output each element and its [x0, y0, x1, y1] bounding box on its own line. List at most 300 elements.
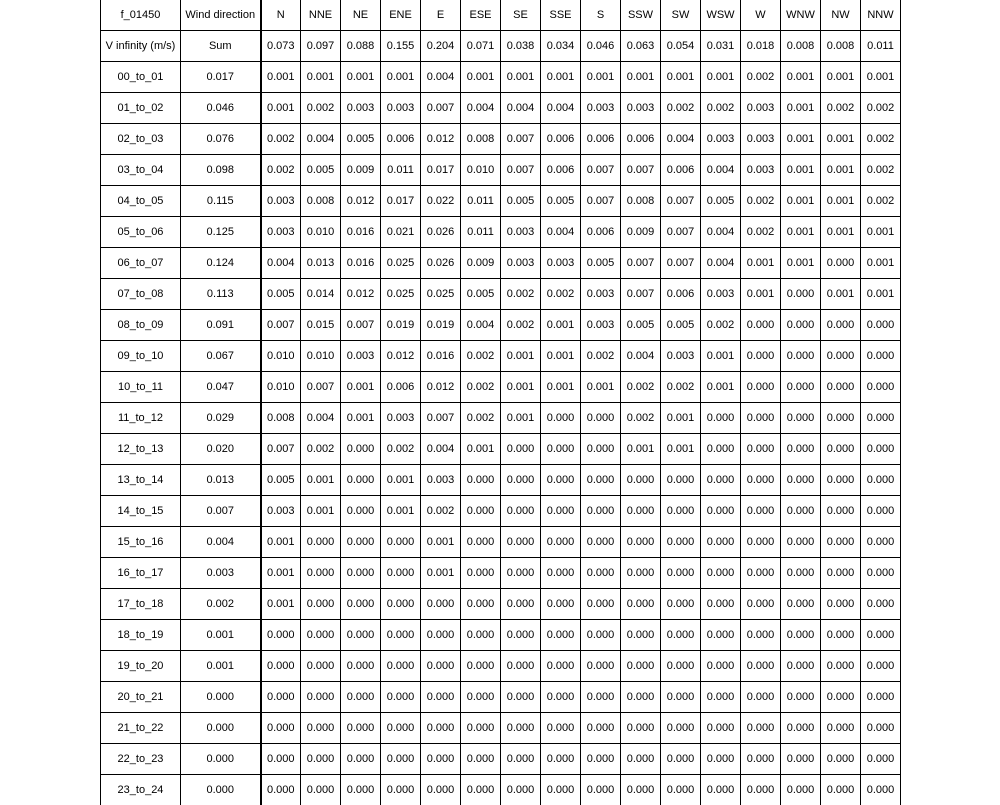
frequency-cell: 0.000	[701, 775, 741, 805]
direction-total-cell: 0.054	[661, 31, 701, 62]
direction-total-cell: 0.008	[781, 31, 821, 62]
frequency-cell: 0.001	[781, 248, 821, 279]
direction-total-cell: 0.204	[421, 31, 461, 62]
frequency-cell: 0.000	[301, 713, 341, 744]
frequency-cell: 0.001	[261, 527, 301, 558]
frequency-cell: 0.005	[261, 465, 301, 496]
frequency-cell: 0.007	[661, 217, 701, 248]
frequency-cell: 0.000	[301, 775, 341, 805]
frequency-cell: 0.001	[581, 62, 621, 93]
frequency-cell: 0.000	[461, 496, 501, 527]
row-sum-cell: 0.115	[181, 186, 261, 217]
frequency-cell: 0.000	[781, 496, 821, 527]
frequency-cell: 0.000	[501, 682, 541, 713]
frequency-cell: 0.000	[781, 372, 821, 403]
table-row	[101, 651, 901, 682]
frequency-cell: 0.000	[661, 589, 701, 620]
frequency-cell: 0.001	[501, 403, 541, 434]
frequency-cell: 0.000	[661, 496, 701, 527]
speed-bin-label: 15_to_16	[101, 527, 181, 558]
frequency-cell: 0.000	[541, 465, 581, 496]
frequency-cell: 0.000	[821, 775, 861, 805]
frequency-cell: 0.000	[741, 651, 781, 682]
frequency-cell: 0.000	[341, 744, 381, 775]
frequency-cell: 0.000	[621, 496, 661, 527]
row-sum-cell: 0.004	[181, 527, 261, 558]
frequency-cell: 0.000	[301, 620, 341, 651]
frequency-cell: 0.003	[741, 93, 781, 124]
frequency-cell: 0.001	[461, 434, 501, 465]
frequency-cell: 0.004	[301, 124, 341, 155]
frequency-cell: 0.002	[621, 372, 661, 403]
frequency-cell: 0.000	[581, 589, 621, 620]
frequency-cell: 0.006	[661, 279, 701, 310]
frequency-cell: 0.012	[421, 124, 461, 155]
direction-header-s: S	[581, 0, 621, 31]
frequency-cell: 0.007	[581, 186, 621, 217]
frequency-cell: 0.000	[821, 403, 861, 434]
frequency-cell: 0.000	[341, 558, 381, 589]
speed-bin-label: 16_to_17	[101, 558, 181, 589]
row-sum-cell: 0.002	[181, 589, 261, 620]
speed-bin-label: 06_to_07	[101, 248, 181, 279]
frequency-cell: 0.005	[301, 155, 341, 186]
frequency-cell: 0.000	[821, 310, 861, 341]
frequency-cell: 0.000	[261, 713, 301, 744]
frequency-cell: 0.008	[621, 186, 661, 217]
frequency-cell: 0.016	[341, 248, 381, 279]
speed-bin-label: 04_to_05	[101, 186, 181, 217]
sum-header: Sum	[181, 31, 261, 62]
frequency-cell: 0.000	[541, 744, 581, 775]
frequency-cell: 0.003	[261, 217, 301, 248]
frequency-cell: 0.001	[301, 62, 341, 93]
frequency-cell: 0.001	[381, 496, 421, 527]
frequency-cell: 0.000	[581, 744, 621, 775]
speed-bin-label: 08_to_09	[101, 310, 181, 341]
frequency-cell: 0.000	[301, 682, 341, 713]
frequency-cell: 0.000	[341, 682, 381, 713]
frequency-cell: 0.004	[621, 341, 661, 372]
frequency-cell: 0.000	[501, 744, 541, 775]
frequency-cell: 0.006	[581, 217, 621, 248]
frequency-cell: 0.000	[701, 651, 741, 682]
table-row	[101, 217, 901, 248]
frequency-cell: 0.000	[341, 713, 381, 744]
frequency-cell: 0.000	[501, 558, 541, 589]
frequency-cell: 0.000	[301, 651, 341, 682]
frequency-cell: 0.000	[781, 465, 821, 496]
frequency-cell: 0.019	[381, 310, 421, 341]
frequency-cell: 0.000	[341, 496, 381, 527]
row-sum-cell: 0.067	[181, 341, 261, 372]
frequency-cell: 0.000	[861, 496, 901, 527]
frequency-cell: 0.002	[741, 62, 781, 93]
speed-bin-label: 05_to_06	[101, 217, 181, 248]
frequency-cell: 0.000	[861, 372, 901, 403]
frequency-cell: 0.011	[381, 155, 421, 186]
frequency-cell: 0.000	[661, 775, 701, 805]
frequency-cell: 0.000	[701, 527, 741, 558]
frequency-cell: 0.003	[581, 279, 621, 310]
frequency-cell: 0.003	[341, 341, 381, 372]
frequency-cell: 0.003	[741, 124, 781, 155]
frequency-cell: 0.000	[461, 713, 501, 744]
frequency-cell: 0.000	[741, 589, 781, 620]
frequency-cell: 0.001	[821, 186, 861, 217]
frequency-cell: 0.000	[381, 527, 421, 558]
frequency-cell: 0.000	[501, 434, 541, 465]
frequency-cell: 0.000	[541, 527, 581, 558]
row-sum-cell: 0.047	[181, 372, 261, 403]
frequency-cell: 0.000	[861, 403, 901, 434]
table-body	[101, 0, 901, 805]
frequency-cell: 0.002	[861, 186, 901, 217]
frequency-cell: 0.000	[861, 682, 901, 713]
speed-bin-label: 23_to_24	[101, 775, 181, 805]
direction-total-cell: 0.155	[381, 31, 421, 62]
frequency-cell: 0.000	[821, 341, 861, 372]
frequency-cell: 0.007	[621, 155, 661, 186]
frequency-cell: 0.000	[661, 620, 701, 651]
frequency-cell: 0.002	[501, 279, 541, 310]
row-sum-cell: 0.098	[181, 155, 261, 186]
frequency-cell: 0.000	[781, 620, 821, 651]
frequency-cell: 0.000	[261, 744, 301, 775]
row-sum-cell: 0.000	[181, 713, 261, 744]
frequency-cell: 0.000	[701, 558, 741, 589]
frequency-cell: 0.001	[861, 248, 901, 279]
frequency-cell: 0.012	[341, 279, 381, 310]
frequency-cell: 0.001	[301, 496, 341, 527]
wind-frequency-table	[100, 0, 901, 805]
direction-total-cell: 0.011	[861, 31, 901, 62]
frequency-cell: 0.012	[341, 186, 381, 217]
frequency-cell: 0.000	[861, 341, 901, 372]
direction-header-nne: NNE	[301, 0, 341, 31]
frequency-cell: 0.000	[261, 651, 301, 682]
frequency-cell: 0.001	[821, 279, 861, 310]
frequency-cell: 0.000	[661, 558, 701, 589]
frequency-cell: 0.000	[621, 589, 661, 620]
frequency-cell: 0.007	[301, 372, 341, 403]
direction-header-ssw: SSW	[621, 0, 661, 31]
frequency-cell: 0.001	[661, 62, 701, 93]
frequency-cell: 0.001	[421, 527, 461, 558]
frequency-cell: 0.000	[301, 527, 341, 558]
row-sum-cell: 0.001	[181, 651, 261, 682]
frequency-cell: 0.003	[581, 310, 621, 341]
row-sum-cell: 0.000	[181, 682, 261, 713]
frequency-cell: 0.000	[701, 744, 741, 775]
frequency-cell: 0.000	[701, 403, 741, 434]
direction-header-ene: ENE	[381, 0, 421, 31]
frequency-cell: 0.000	[341, 651, 381, 682]
table-row	[101, 434, 901, 465]
frequency-cell: 0.000	[501, 651, 541, 682]
frequency-cell: 0.017	[421, 155, 461, 186]
frequency-cell: 0.002	[861, 155, 901, 186]
frequency-cell: 0.000	[701, 434, 741, 465]
frequency-cell: 0.002	[701, 93, 741, 124]
speed-bin-label: 01_to_02	[101, 93, 181, 124]
frequency-cell: 0.000	[741, 372, 781, 403]
frequency-cell: 0.001	[341, 403, 381, 434]
frequency-cell: 0.003	[741, 155, 781, 186]
frequency-cell: 0.003	[621, 93, 661, 124]
frequency-cell: 0.000	[741, 620, 781, 651]
frequency-cell: 0.000	[421, 744, 461, 775]
frequency-cell: 0.000	[821, 248, 861, 279]
frequency-cell: 0.006	[621, 124, 661, 155]
frequency-cell: 0.000	[261, 775, 301, 805]
frequency-cell: 0.008	[301, 186, 341, 217]
frequency-cell: 0.002	[621, 403, 661, 434]
frequency-cell: 0.005	[661, 310, 701, 341]
frequency-cell: 0.000	[581, 496, 621, 527]
frequency-cell: 0.000	[741, 403, 781, 434]
frequency-cell: 0.001	[501, 341, 541, 372]
speed-bin-label: 14_to_15	[101, 496, 181, 527]
frequency-cell: 0.007	[261, 434, 301, 465]
direction-total-cell: 0.008	[821, 31, 861, 62]
frequency-cell: 0.001	[781, 124, 821, 155]
frequency-cell: 0.000	[741, 558, 781, 589]
frequency-cell: 0.004	[421, 62, 461, 93]
frequency-cell: 0.000	[661, 713, 701, 744]
table-row	[101, 186, 901, 217]
speed-bin-label: 03_to_04	[101, 155, 181, 186]
frequency-cell: 0.000	[501, 465, 541, 496]
frequency-cell: 0.000	[261, 682, 301, 713]
frequency-cell: 0.000	[741, 713, 781, 744]
frequency-cell: 0.000	[341, 620, 381, 651]
frequency-cell: 0.000	[661, 744, 701, 775]
frequency-cell: 0.001	[781, 155, 821, 186]
frequency-cell: 0.003	[701, 124, 741, 155]
frequency-cell: 0.000	[781, 403, 821, 434]
frequency-cell: 0.001	[861, 217, 901, 248]
frequency-cell: 0.005	[461, 279, 501, 310]
frequency-cell: 0.001	[781, 62, 821, 93]
frequency-cell: 0.001	[861, 62, 901, 93]
frequency-cell: 0.000	[461, 558, 501, 589]
frequency-cell: 0.000	[541, 651, 581, 682]
frequency-cell: 0.000	[461, 589, 501, 620]
frequency-cell: 0.000	[821, 558, 861, 589]
frequency-cell: 0.003	[261, 496, 301, 527]
frequency-cell: 0.009	[461, 248, 501, 279]
frequency-cell: 0.002	[661, 93, 701, 124]
frequency-cell: 0.000	[461, 744, 501, 775]
frequency-cell: 0.000	[821, 651, 861, 682]
frequency-cell: 0.007	[501, 155, 541, 186]
table-row	[101, 403, 901, 434]
speed-bin-label: 20_to_21	[101, 682, 181, 713]
header-row	[101, 0, 901, 31]
table-row	[101, 527, 901, 558]
frequency-cell: 0.005	[541, 186, 581, 217]
row-sum-cell: 0.013	[181, 465, 261, 496]
frequency-cell: 0.007	[421, 403, 461, 434]
frequency-cell: 0.000	[621, 558, 661, 589]
frequency-cell: 0.000	[781, 558, 821, 589]
table-row	[101, 558, 901, 589]
frequency-cell: 0.001	[781, 93, 821, 124]
direction-header-e: E	[421, 0, 461, 31]
frequency-cell: 0.004	[421, 434, 461, 465]
frequency-cell: 0.001	[381, 465, 421, 496]
frequency-cell: 0.000	[381, 589, 421, 620]
frequency-cell: 0.007	[581, 155, 621, 186]
frequency-cell: 0.000	[781, 527, 821, 558]
frequency-cell: 0.001	[621, 62, 661, 93]
frequency-cell: 0.000	[661, 527, 701, 558]
frequency-cell: 0.002	[461, 341, 501, 372]
frequency-cell: 0.000	[541, 589, 581, 620]
frequency-cell: 0.000	[861, 651, 901, 682]
row-sum-cell: 0.020	[181, 434, 261, 465]
frequency-cell: 0.002	[861, 93, 901, 124]
speed-bin-label: 09_to_10	[101, 341, 181, 372]
frequency-cell: 0.004	[461, 310, 501, 341]
frequency-cell: 0.002	[381, 434, 421, 465]
speed-header: V infinity (m/s)	[101, 31, 181, 62]
frequency-cell: 0.021	[381, 217, 421, 248]
frequency-cell: 0.001	[661, 403, 701, 434]
frequency-cell: 0.000	[741, 341, 781, 372]
frequency-cell: 0.000	[581, 775, 621, 805]
frequency-cell: 0.006	[581, 124, 621, 155]
frequency-cell: 0.006	[381, 124, 421, 155]
speed-bin-label: 07_to_08	[101, 279, 181, 310]
frequency-cell: 0.000	[701, 496, 741, 527]
direction-header-w: W	[741, 0, 781, 31]
frequency-cell: 0.001	[621, 434, 661, 465]
direction-total-cell: 0.034	[541, 31, 581, 62]
frequency-cell: 0.000	[541, 713, 581, 744]
speed-bin-label: 11_to_12	[101, 403, 181, 434]
frequency-cell: 0.000	[261, 620, 301, 651]
frequency-cell: 0.001	[341, 62, 381, 93]
frequency-cell: 0.000	[781, 744, 821, 775]
frequency-cell: 0.005	[621, 310, 661, 341]
frequency-cell: 0.026	[421, 248, 461, 279]
frequency-cell: 0.001	[661, 434, 701, 465]
speed-bin-label: 10_to_11	[101, 372, 181, 403]
row-sum-cell: 0.001	[181, 620, 261, 651]
frequency-cell: 0.000	[781, 279, 821, 310]
frequency-cell: 0.003	[541, 248, 581, 279]
frequency-cell: 0.002	[741, 217, 781, 248]
frequency-cell: 0.015	[301, 310, 341, 341]
frequency-cell: 0.002	[701, 310, 741, 341]
frequency-cell: 0.000	[861, 558, 901, 589]
frequency-cell: 0.000	[341, 589, 381, 620]
frequency-cell: 0.004	[541, 93, 581, 124]
table-row	[101, 341, 901, 372]
frequency-cell: 0.001	[541, 341, 581, 372]
frequency-cell: 0.000	[341, 775, 381, 805]
frequency-cell: 0.007	[621, 248, 661, 279]
frequency-cell: 0.000	[581, 713, 621, 744]
table-row	[101, 93, 901, 124]
row-sum-cell: 0.017	[181, 62, 261, 93]
row-sum-cell: 0.076	[181, 124, 261, 155]
frequency-cell: 0.000	[821, 465, 861, 496]
frequency-cell: 0.006	[541, 155, 581, 186]
frequency-cell: 0.001	[821, 62, 861, 93]
frequency-cell: 0.002	[461, 403, 501, 434]
frequency-cell: 0.000	[541, 403, 581, 434]
frequency-cell: 0.002	[261, 124, 301, 155]
frequency-cell: 0.000	[581, 620, 621, 651]
frequency-cell: 0.004	[501, 93, 541, 124]
row-sum-cell: 0.029	[181, 403, 261, 434]
row-sum-cell: 0.000	[181, 775, 261, 805]
frequency-cell: 0.001	[701, 372, 741, 403]
frequency-cell: 0.012	[381, 341, 421, 372]
direction-total-cell: 0.046	[581, 31, 621, 62]
frequency-cell: 0.000	[821, 372, 861, 403]
frequency-cell: 0.001	[261, 93, 301, 124]
speed-bin-label: 18_to_19	[101, 620, 181, 651]
row-sum-cell: 0.003	[181, 558, 261, 589]
frequency-cell: 0.000	[821, 589, 861, 620]
direction-total-cell: 0.018	[741, 31, 781, 62]
frequency-cell: 0.025	[421, 279, 461, 310]
frequency-cell: 0.000	[781, 310, 821, 341]
speed-bin-label: 22_to_23	[101, 744, 181, 775]
frequency-cell: 0.000	[461, 775, 501, 805]
frequency-cell: 0.001	[461, 62, 501, 93]
frequency-cell: 0.000	[341, 465, 381, 496]
frequency-cell: 0.007	[501, 124, 541, 155]
frequency-cell: 0.001	[701, 341, 741, 372]
speed-bin-label: 00_to_01	[101, 62, 181, 93]
frequency-cell: 0.003	[581, 93, 621, 124]
frequency-cell: 0.000	[861, 465, 901, 496]
frequency-cell: 0.002	[461, 372, 501, 403]
frequency-cell: 0.001	[821, 124, 861, 155]
frequency-cell: 0.000	[861, 589, 901, 620]
frequency-cell: 0.000	[581, 558, 621, 589]
frequency-cell: 0.001	[261, 62, 301, 93]
frequency-cell: 0.000	[621, 744, 661, 775]
frequency-cell: 0.000	[701, 620, 741, 651]
frequency-cell: 0.004	[301, 403, 341, 434]
frequency-cell: 0.000	[781, 713, 821, 744]
frequency-cell: 0.000	[741, 465, 781, 496]
frequency-cell: 0.012	[421, 372, 461, 403]
frequency-cell: 0.002	[821, 93, 861, 124]
frequency-cell: 0.000	[541, 620, 581, 651]
table-row	[101, 465, 901, 496]
direction-total-cell: 0.031	[701, 31, 741, 62]
row-sum-cell: 0.124	[181, 248, 261, 279]
frequency-cell: 0.000	[381, 620, 421, 651]
frequency-cell: 0.000	[701, 713, 741, 744]
frequency-cell: 0.001	[821, 155, 861, 186]
direction-header-ese: ESE	[461, 0, 501, 31]
frequency-cell: 0.019	[421, 310, 461, 341]
frequency-cell: 0.000	[741, 310, 781, 341]
frequency-cell: 0.002	[861, 124, 901, 155]
frequency-cell: 0.009	[341, 155, 381, 186]
table-row	[101, 372, 901, 403]
frequency-cell: 0.013	[301, 248, 341, 279]
frequency-cell: 0.000	[381, 682, 421, 713]
